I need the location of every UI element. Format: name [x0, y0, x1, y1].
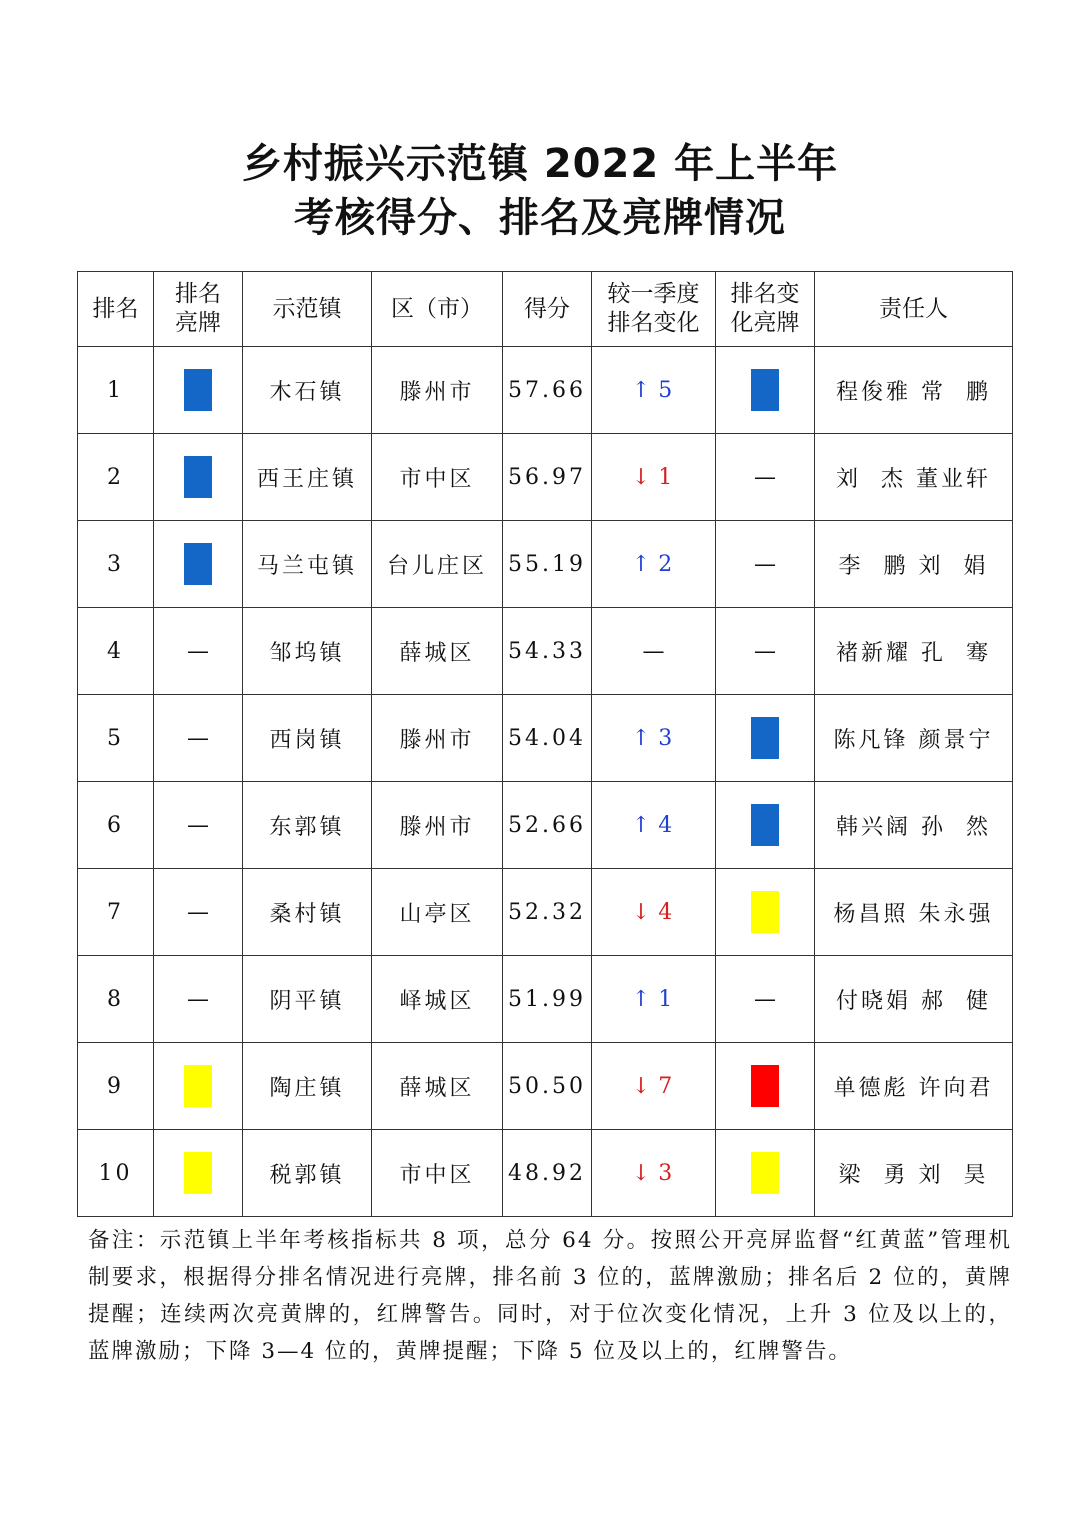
rank-card-cell [154, 347, 243, 434]
header-rank-card: 排名 亮牌 [154, 272, 243, 347]
no-card-dash: — [754, 986, 776, 1012]
rank-card-cell [154, 782, 243, 869]
rank-change-value: 1 [658, 986, 676, 1012]
rank-change-value: 2 [658, 551, 676, 577]
rank-change-cell [592, 782, 716, 869]
blue-card [751, 369, 779, 411]
score-cell: 56.97 [503, 434, 592, 521]
no-card-dash: — [187, 725, 209, 751]
rank-cell: 4 [78, 608, 154, 695]
rank-change-cell [592, 521, 716, 608]
blue-card [751, 717, 779, 759]
table-body [78, 347, 1013, 1217]
town-cell: 陶庄镇 [243, 1043, 372, 1130]
responsible-cell: 褚新耀 孔 骞 [815, 608, 1013, 695]
rank-cell: 3 [78, 521, 154, 608]
blue-card [184, 456, 212, 498]
rank-card-cell [154, 956, 243, 1043]
responsible-cell: 刘 杰 董业轩 [815, 434, 1013, 521]
page-title-line2: 考核得分、排名及亮牌情况 [294, 195, 786, 241]
no-card-dash: — [187, 986, 209, 1012]
change-card-cell [716, 695, 815, 782]
district-cell: 市中区 [372, 1130, 503, 1217]
rank-cell: 9 [78, 1043, 154, 1130]
rank-card-cell [154, 434, 243, 521]
arrow-up-icon: ↑ [631, 812, 651, 838]
yellow-card [751, 891, 779, 933]
table-row [78, 521, 1013, 608]
rank-cell: 7 [78, 869, 154, 956]
page-title-line1: 乡村振兴示范镇 2022 年上半年 [241, 141, 839, 187]
blue-card [184, 543, 212, 585]
red-card [751, 1065, 779, 1107]
table-row [78, 347, 1013, 434]
responsible-cell: 韩兴阔 孙 然 [815, 782, 1013, 869]
town-cell: 马兰屯镇 [243, 521, 372, 608]
score-cell: 50.50 [503, 1043, 592, 1130]
score-cell: 54.04 [503, 695, 592, 782]
no-change-dash: — [642, 638, 665, 664]
rank-cell: 2 [78, 434, 154, 521]
score-cell: 57.66 [503, 347, 592, 434]
header-responsible: 责任人 [815, 272, 1013, 347]
table-row [78, 434, 1013, 521]
score-cell: 48.92 [503, 1130, 592, 1217]
rank-card-cell [154, 1043, 243, 1130]
table-row [78, 956, 1013, 1043]
rank-card-cell [154, 695, 243, 782]
change-card-cell [716, 1130, 815, 1217]
change-card-cell [716, 782, 815, 869]
arrow-up-icon: ↑ [631, 377, 651, 403]
responsible-cell: 付晓娟 郝 健 [815, 956, 1013, 1043]
change-card-cell [716, 1043, 815, 1130]
rank-change-cell [592, 869, 716, 956]
yellow-card [184, 1152, 212, 1194]
rank-change-cell [592, 1130, 716, 1217]
district-cell: 市中区 [372, 434, 503, 521]
change-card-cell [716, 347, 815, 434]
header-change-card: 排名变 化亮牌 [716, 272, 815, 347]
change-card-cell [716, 956, 815, 1043]
no-card-dash: — [754, 464, 776, 490]
district-cell: 薛城区 [372, 1043, 503, 1130]
score-cell: 51.99 [503, 956, 592, 1043]
arrow-down-icon: ↓ [631, 464, 651, 490]
town-cell: 东郭镇 [243, 782, 372, 869]
no-card-dash: — [187, 812, 209, 838]
table-row [78, 1130, 1013, 1217]
header-score: 得分 [503, 272, 592, 347]
responsible-cell: 杨昌照 朱永强 [815, 869, 1013, 956]
score-cell: 52.32 [503, 869, 592, 956]
rank-change-value: 1 [658, 464, 676, 490]
town-cell: 木石镇 [243, 347, 372, 434]
table-row [78, 608, 1013, 695]
rank-change-value: 4 [658, 899, 676, 925]
district-cell: 滕州市 [372, 347, 503, 434]
rank-card-cell [154, 869, 243, 956]
yellow-card [184, 1065, 212, 1107]
blue-card [184, 369, 212, 411]
score-cell: 55.19 [503, 521, 592, 608]
district-cell: 薛城区 [372, 608, 503, 695]
town-cell: 邹坞镇 [243, 608, 372, 695]
town-cell: 西岗镇 [243, 695, 372, 782]
arrow-up-icon: ↑ [631, 551, 651, 577]
no-card-dash: — [187, 899, 209, 925]
rank-card-cell [154, 521, 243, 608]
arrow-up-icon: ↑ [631, 986, 651, 1012]
header-rank-change: 较一季度 排名变化 [592, 272, 716, 347]
no-card-dash: — [187, 638, 209, 664]
header-town: 示范镇 [243, 272, 372, 347]
rank-change-cell [592, 695, 716, 782]
yellow-card [751, 1152, 779, 1194]
rank-card-cell [154, 608, 243, 695]
responsible-cell: 单德彪 许向君 [815, 1043, 1013, 1130]
rank-change-value: 5 [658, 377, 676, 403]
district-cell: 台儿庄区 [372, 521, 503, 608]
change-card-cell [716, 608, 815, 695]
rank-card-cell [154, 1130, 243, 1217]
responsible-cell: 李 鹏 刘 娟 [815, 521, 1013, 608]
rank-change-cell [592, 608, 716, 695]
town-cell: 桑村镇 [243, 869, 372, 956]
town-cell: 阴平镇 [243, 956, 372, 1043]
blue-card [751, 804, 779, 846]
arrow-down-icon: ↓ [631, 899, 651, 925]
arrow-down-icon: ↓ [631, 1160, 651, 1186]
rank-cell: 6 [78, 782, 154, 869]
responsible-cell: 梁 勇 刘 昊 [815, 1130, 1013, 1217]
rank-change-cell [592, 434, 716, 521]
rank-change-value: 4 [658, 812, 676, 838]
arrow-up-icon: ↑ [631, 725, 651, 751]
header-rank: 排名 [78, 272, 154, 347]
rank-change-value: 3 [658, 725, 676, 751]
table-row [78, 1043, 1013, 1130]
footnote: 备注：示范镇上半年考核指标共 8 项，总分 64 分。按照公开亮屏监督“红黄蓝”管理机制要求，根据得分排名情况进行亮牌，排名前 3 位的，蓝牌激励；排名后 2 位的，黄牌提醒；连续两次亮黄牌的，红牌警告。同时，对于位次变化情况，上升 3 位及以上的，蓝牌激励；下降 3—4 位的，黄牌提醒；下降 5 位及以上的，红牌警告。 [88, 1228, 1012, 1364]
district-cell: 峄城区 [372, 956, 503, 1043]
rank-change-value: 7 [658, 1073, 676, 1099]
rank-change-cell [592, 956, 716, 1043]
table-row [78, 869, 1013, 956]
table-header-row [78, 272, 1013, 347]
change-card-cell [716, 869, 815, 956]
town-cell: 税郭镇 [243, 1130, 372, 1217]
town-cell: 西王庄镇 [243, 434, 372, 521]
header-district: 区（市） [372, 272, 503, 347]
arrow-down-icon: ↓ [631, 1073, 651, 1099]
ranking-table [77, 271, 1013, 1217]
district-cell: 山亭区 [372, 869, 503, 956]
change-card-cell [716, 434, 815, 521]
table-row [78, 695, 1013, 782]
rank-cell: 1 [78, 347, 154, 434]
responsible-cell: 陈凡锋 颜景宁 [815, 695, 1013, 782]
score-cell: 54.33 [503, 608, 592, 695]
rank-change-value: 3 [658, 1160, 676, 1186]
change-card-cell [716, 521, 815, 608]
table-row [78, 782, 1013, 869]
rank-cell: 5 [78, 695, 154, 782]
rank-change-cell [592, 347, 716, 434]
district-cell: 滕州市 [372, 695, 503, 782]
no-card-dash: — [754, 638, 776, 664]
score-cell: 52.66 [503, 782, 592, 869]
district-cell: 滕州市 [372, 782, 503, 869]
no-card-dash: — [754, 551, 776, 577]
responsible-cell: 程俊雅 常 鹏 [815, 347, 1013, 434]
rank-cell: 10 [78, 1130, 154, 1217]
rank-change-cell [592, 1043, 716, 1130]
rank-cell: 8 [78, 956, 154, 1043]
